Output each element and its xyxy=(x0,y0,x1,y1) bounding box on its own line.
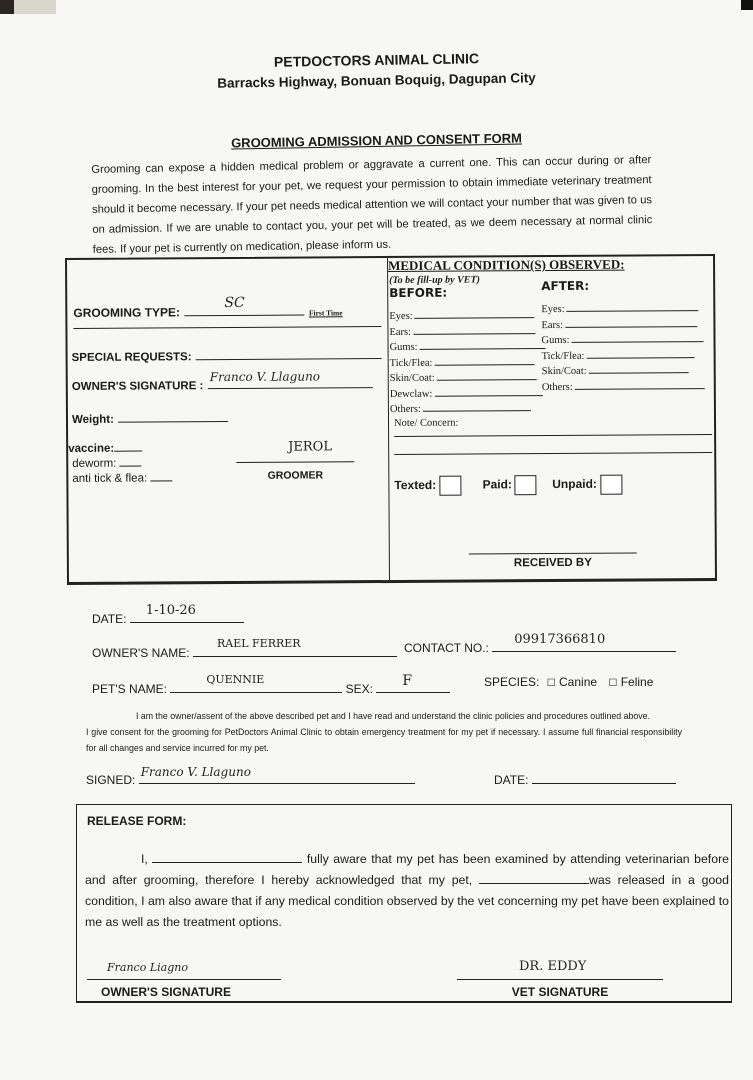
signed-field[interactable] xyxy=(139,765,415,784)
note-line-2[interactable] xyxy=(394,452,712,455)
special-requests-label: SPECIAL REQUESTS: xyxy=(71,351,192,364)
paid-label: Paid: xyxy=(482,477,512,492)
note-concern-label: Note/ Concern: xyxy=(393,417,459,429)
before-item-field[interactable] xyxy=(437,369,537,381)
sex-value: F xyxy=(402,673,413,689)
owner-signature-row xyxy=(71,369,373,395)
before-item-label: Gums: xyxy=(389,341,418,354)
first-time-label: First Time xyxy=(308,308,343,318)
clinic-address: Barracks Highway, Bonuan Boquig, Dagupan City xyxy=(217,70,536,91)
consent-date-label: DATE: xyxy=(494,773,529,787)
medical-subheading: (To be fill-up by VET) xyxy=(389,274,480,287)
grooming-type-label: GROOMING TYPE: xyxy=(73,305,181,320)
canine-checkbox[interactable]: ☐ xyxy=(546,678,556,689)
groomer-signature-line[interactable] xyxy=(236,441,354,463)
species-row xyxy=(484,675,653,689)
intro-paragraph: Grooming can expose a hidden medical problem or aggravate a current one. This can occur during or after grooming. In the best interest for your pet, we request your permission to obtain immediate veterinary treatment should it become necessary. If your pet needs medical attention we will contact your number that was given to us on admission. If we are unable to contact you, your pet will be treated, as we deem necessary at normal clinic fees. If your pet is currently on medication, please inform us. xyxy=(91,154,653,256)
before-item xyxy=(390,338,550,354)
owner-signature-field[interactable] xyxy=(208,369,373,389)
after-item xyxy=(541,300,709,317)
before-item-field[interactable] xyxy=(434,354,534,366)
treatments-list xyxy=(68,441,172,487)
feline-option[interactable] xyxy=(608,675,653,689)
after-item-label: Skin/Coat: xyxy=(541,365,587,378)
date-row xyxy=(92,603,244,626)
after-item-label: Gums: xyxy=(541,334,570,347)
release-owner-name-field[interactable] xyxy=(152,851,302,863)
before-item-label: Skin/Coat: xyxy=(389,372,435,385)
anti-tick-field[interactable] xyxy=(150,480,172,481)
consent-date-row xyxy=(494,770,676,787)
owner-name-value: RAEL FERRER xyxy=(216,637,301,650)
vaccine-field[interactable] xyxy=(114,451,142,452)
before-item-label: Eyes: xyxy=(389,310,413,323)
release-text-1: fully aware that my pet has been examined by attending veterinarian before and after grooming, therefore I hereby acknowledged that my pet, xyxy=(85,852,729,887)
after-item-label: Ears: xyxy=(541,319,564,331)
contact-value: 09917366810 xyxy=(514,632,606,647)
paper-edge-shadow xyxy=(741,0,753,10)
after-item xyxy=(542,362,710,379)
release-paragraph xyxy=(85,849,729,933)
after-item-label: Tick/Flea: xyxy=(541,350,585,362)
before-item xyxy=(390,369,550,385)
texted-label: Texted: xyxy=(394,477,437,493)
before-item-label: Dewclaw: xyxy=(389,388,433,400)
signed-row xyxy=(86,765,415,787)
contact-field[interactable] xyxy=(492,632,676,652)
grooming-type-value: SC xyxy=(224,294,245,312)
after-item-field[interactable] xyxy=(575,378,705,390)
owner-name-label: OWNER'S NAME: xyxy=(92,646,190,660)
after-item-field[interactable] xyxy=(567,300,699,312)
paper-edge-shadow xyxy=(0,0,56,14)
column-divider xyxy=(387,258,390,580)
before-item-field[interactable] xyxy=(434,385,542,397)
grooming-type-extra-line xyxy=(73,326,381,329)
consent-line-2: I give consent for the grooming for PetDoctors Animal Clinic to obtain emergency treatment for my pet if necessary. I assume full financial responsibility for all changes and service incurred for my pet. xyxy=(86,727,682,753)
sex-field[interactable] xyxy=(376,673,450,693)
pet-name-value: QUENNIE xyxy=(206,673,265,686)
date-label: DATE: xyxy=(92,612,127,626)
after-list xyxy=(541,300,710,394)
owner-signature-value: Franco V. Llaguno xyxy=(209,369,321,385)
after-item xyxy=(541,316,709,333)
groomer-signature-value: JEROL xyxy=(288,439,332,455)
consent-text xyxy=(86,708,682,756)
vaccine-label: vaccine: xyxy=(68,442,115,455)
medical-heading: MEDICAL CONDITION(S) OBSERVED: xyxy=(388,256,625,274)
special-requests-field[interactable] xyxy=(196,346,382,360)
deworm-field[interactable] xyxy=(120,466,142,467)
grooming-medical-box xyxy=(65,254,717,585)
before-item xyxy=(390,354,550,370)
release-title: RELEASE FORM: xyxy=(87,814,187,828)
after-label: AFTER: xyxy=(541,278,590,294)
consent-date-field[interactable] xyxy=(532,770,676,784)
feline-label: Feline xyxy=(620,675,654,689)
vet-signature-line[interactable] xyxy=(457,955,663,980)
contact-label: CONTACT NO.: xyxy=(404,641,489,655)
form-title: GROOMING ADMISSION AND CONSENT FORM xyxy=(230,130,523,151)
unpaid-checkbox[interactable] xyxy=(600,475,622,495)
grooming-type-field[interactable] xyxy=(184,294,304,317)
before-item-field[interactable] xyxy=(423,400,531,412)
before-item-field[interactable] xyxy=(415,307,535,319)
status-checkboxes xyxy=(394,475,622,496)
anti-tick-row xyxy=(68,471,172,487)
sex-label: SEX: xyxy=(345,682,374,696)
canine-label: Canine xyxy=(559,675,598,689)
owner-signature-label: OWNER'S SIGNATURE : xyxy=(71,380,204,393)
feline-checkbox[interactable]: ☐ xyxy=(608,678,618,689)
received-by-label: RECEIVED BY xyxy=(513,556,592,570)
before-item-field[interactable] xyxy=(413,323,535,335)
weight-field[interactable] xyxy=(118,409,228,423)
after-item-field[interactable] xyxy=(571,331,703,343)
canine-option[interactable] xyxy=(547,675,597,689)
pet-name-row xyxy=(92,673,450,696)
paid-checkbox[interactable] xyxy=(515,475,537,495)
medical-section xyxy=(388,256,711,301)
unpaid-label: Unpaid: xyxy=(552,476,597,492)
pet-name-label: PET'S NAME: xyxy=(92,682,167,696)
before-list xyxy=(389,307,550,416)
after-item xyxy=(542,378,710,395)
before-item-label: Tick/Flea: xyxy=(389,357,433,369)
before-item-field[interactable] xyxy=(420,338,546,350)
weight-label: Weight: xyxy=(71,413,114,426)
before-item xyxy=(390,400,550,416)
texted-checkbox[interactable] xyxy=(439,476,461,496)
date-value: 1-10-26 xyxy=(145,603,196,618)
signed-label: SIGNED: xyxy=(86,773,136,787)
after-item-label: Others: xyxy=(541,381,573,393)
deworm-row xyxy=(68,456,172,472)
after-item xyxy=(542,347,710,364)
release-owner-signature-value: Franco Liagno xyxy=(107,961,188,974)
consent-line-1: I am the owner/assent of the above described pet and I have read and understand the clinic policies and procedures outlined above. xyxy=(136,711,650,721)
weight-row xyxy=(72,409,229,428)
anti-tick-label: anti tick & flea: xyxy=(72,472,148,485)
release-text-2: was released in a good condition, I am also aware that if any medical condition observed by the vet concerning my pet have been explained to me as well as the treatment options. xyxy=(85,873,729,929)
contact-row xyxy=(404,632,676,655)
owner-name-field[interactable] xyxy=(193,637,397,657)
after-item xyxy=(541,331,709,348)
deworm-label: deworm: xyxy=(72,457,117,470)
owner-name-row xyxy=(92,637,397,660)
before-item-label: Ears: xyxy=(389,326,412,338)
after-item-field[interactable] xyxy=(586,347,694,359)
before-item xyxy=(389,323,549,339)
release-i: I, xyxy=(141,852,148,866)
grooming-type-row xyxy=(73,294,343,322)
groomer-label: GROOMER xyxy=(267,469,324,482)
pet-name-field[interactable] xyxy=(170,673,342,693)
special-requests-row xyxy=(72,346,382,366)
vet-signature-value: DR. EDDY xyxy=(519,959,587,974)
release-owner-signature-label: OWNER'S SIGNATURE xyxy=(101,985,231,999)
release-form-box xyxy=(76,804,732,1003)
clinic-name: PETDOCTORS ANIMAL CLINIC xyxy=(273,50,480,70)
date-field[interactable] xyxy=(130,603,244,623)
signed-value: Franco V. Llaguno xyxy=(140,765,251,779)
release-owner-signature-line[interactable] xyxy=(87,955,281,980)
before-item-label: Others: xyxy=(389,403,421,416)
note-line-1[interactable] xyxy=(394,434,712,437)
species-label: SPECIES: xyxy=(484,675,540,689)
before-item xyxy=(390,385,550,401)
vaccine-row xyxy=(68,441,172,457)
release-pet-name-field[interactable] xyxy=(479,872,589,884)
after-item-label: Eyes: xyxy=(541,303,565,316)
before-item xyxy=(389,307,549,323)
after-item-field[interactable] xyxy=(589,362,689,374)
vet-signature-label: VET SIGNATURE xyxy=(511,985,609,999)
received-by-line[interactable] xyxy=(469,553,637,555)
after-item-field[interactable] xyxy=(565,316,697,328)
before-label: BEFORE: xyxy=(389,285,448,301)
